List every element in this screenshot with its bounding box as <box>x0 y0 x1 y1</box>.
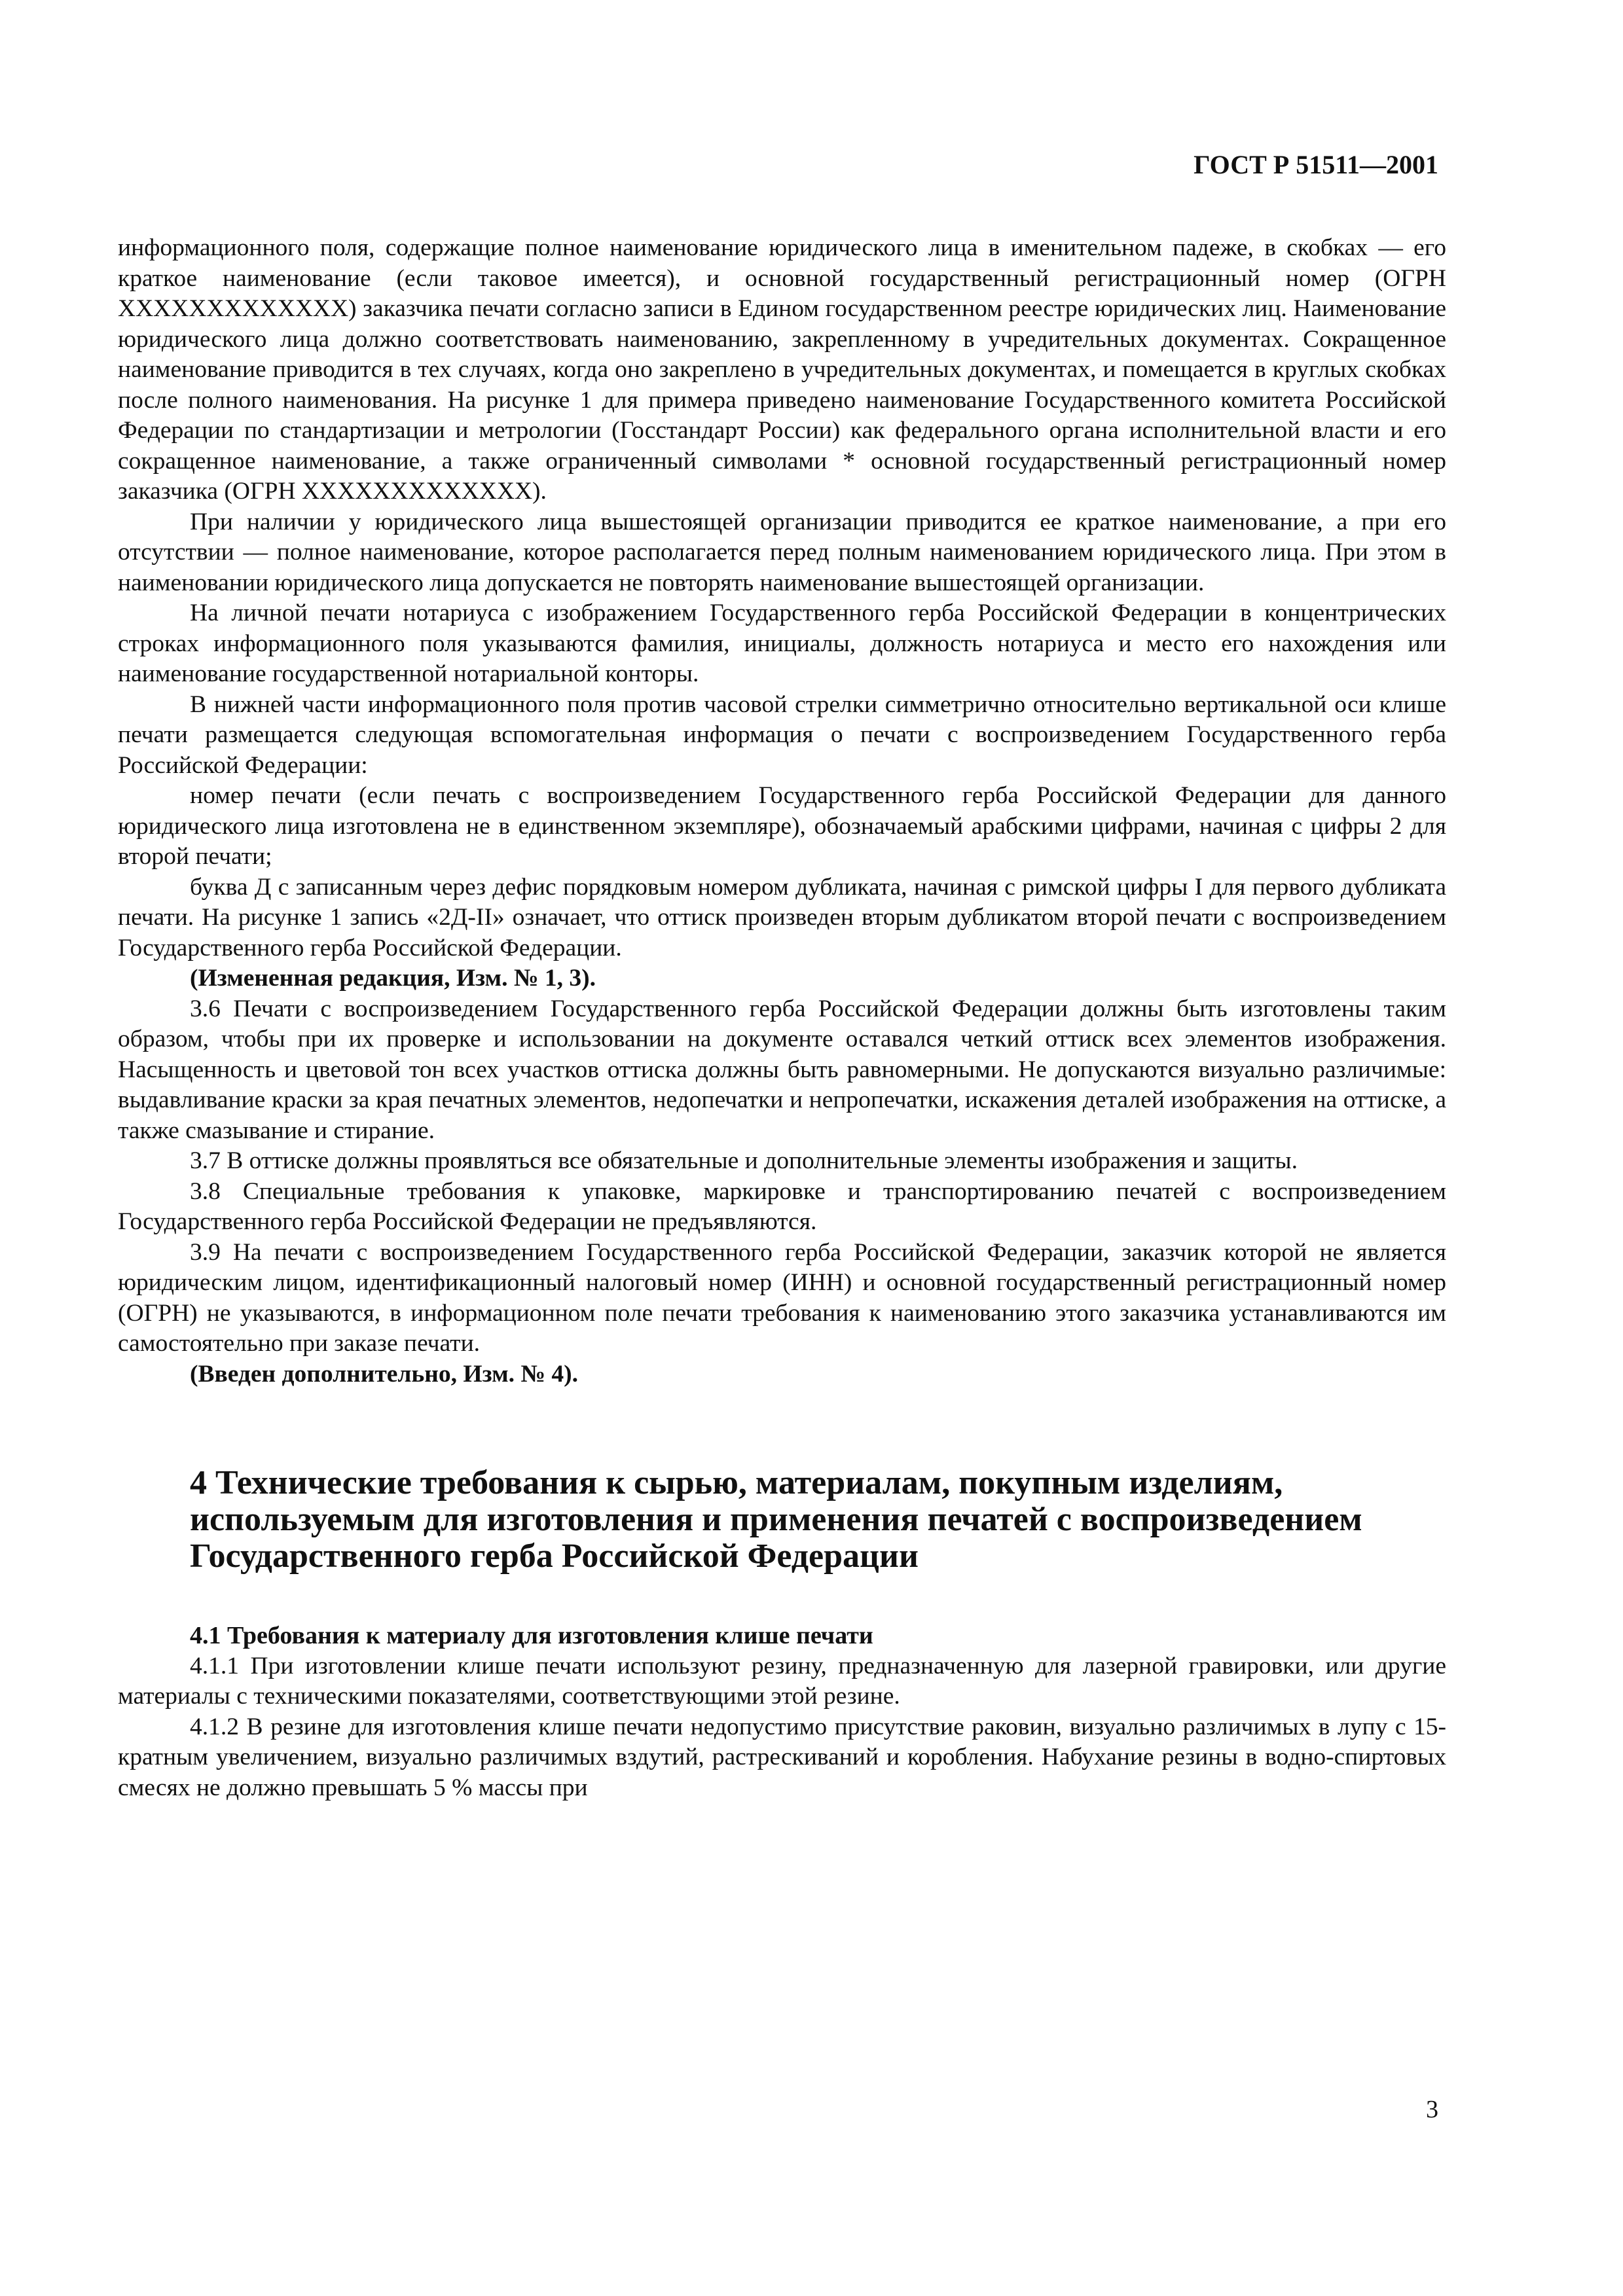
paragraph-parent-organization: При наличии у юридического лица вышестоящей организации приводится ее краткое наименование, а при его отсутствии — полное наименование, которое располагается перед полным наименованием юридического лица. При этом в наименовании юридического лица допускается не повторять наименование вышестоящей организации. <box>118 508 1446 596</box>
clause-3-7: 3.7 В оттиске должны проявляться все обязательные и дополнительные элементы изображения и защиты. <box>190 1147 1298 1174</box>
section-4-heading: 4 Технические требования к сырью, материалам, покупным изделиям, используемым для изготовления и применения печатей с воспроизведением Государственного герба Российской Федерации <box>190 1464 1362 1575</box>
amendment-note: (Измененная редакция, Изм. № 1, 3). <box>190 965 596 992</box>
addition-note: (Введен дополнительно, Изм. № 4). <box>190 1360 579 1388</box>
paragraph-seal-number: номер печати (если печать с воспроизведением Государственного герба Российской Федерации для данного юридического лица изготовлена не в единственном экземпляре), обозначаемый арабскими цифрами, начиная с цифры 2 для второй печати; <box>118 782 1446 870</box>
clause-4-1-1: 4.1.1 При изготовлении клише печати используют резину, предназначенную для лазерной гравировки, или другие материалы с техническими показателями, соответствующими этой резине. <box>118 1652 1446 1710</box>
paragraph-continuation: информационного поля, содержащие полное наименование юридического лица в именительном падеже, в скобках — его краткое наименование (если таковое имеется), и основной государственный регистрационный номер (ОГРН XXXXXXXXXXXXX) заказчика печати согласно записи в Едином государственном реестре юридических лиц. Наименование юридического лица должно соответствовать наименованию, закрепленному в учредительных документах. Сокращенное наименование приводится в тех случаях, когда оно закреплено в учредительных документах, и помещается в круглых скобках после полного наименования. На рисунке 1 для примера приведено наименование Государственного комитета Российской Федерации по стандартизации и метрологии (Госстандарт России) как федерального органа исполнительной власти и его сокращенное наименование, а также ограниченный символами * основной государственный регистрационный номер заказчика (ОГРН XXXXXXXXXXXXX). <box>118 234 1446 505</box>
document-code: ГОСТ Р 51511—2001 <box>1194 150 1438 179</box>
clause-3-8: 3.8 Специальные требования к упаковке, маркировке и транспортированию печатей с воспроизведением Государственного герба Российской Федерации не предъявляются. <box>118 1177 1446 1235</box>
clause-4-1-2: 4.1.2 В резине для изготовления клише печати недопустимо присутствие раковин, визуально различимых в лупу с 15-кратным увеличением, визуально различимых вздутий, растрескиваний и коробления. Набухание резины в водно-спиртовых смесях не должно превышать 5 % массы при <box>118 1713 1446 1801</box>
paragraph-notary-seal: На личной печати нотариуса с изображением Государственного герба Российской Федерации в концентрических строках информационного поля указываются фамилия, инициалы, должность нотариуса и место его нахождения или наименование государственной нотариальной конторы. <box>118 600 1446 687</box>
subsection-4-1-heading: 4.1 Требования к материалу для изготовления клише печати <box>190 1622 873 1649</box>
paragraph-duplicate-letter: буква Д с записанным через дефис порядковым номером дубликата, начиная с римской цифры I для первого дубликата печати. На рисунке 1 запись «2Д-II» означает, что оттиск произведен вторым дубликатом второй печати с воспроизведением Государственного герба Российской Федерации. <box>118 873 1446 961</box>
paragraph-auxiliary-info: В нижней части информационного поля против часовой стрелки симметрично относительно вертикальной оси клише печати размещается следующая вспомогательная информация о печати с воспроизведением Государственного герба Российской Федерации: <box>118 691 1446 779</box>
clause-3-6: 3.6 Печати с воспроизведением Государственного герба Российской Федерации должны быть изготовлены таким образом, чтобы при их проверке и использовании на документе оставался четкий оттиск всех элементов изображения. Насыщенность и цветовой тон всех участков оттиска должны быть равномерными. Не допускаются визуально различимые: выдавливание краски за края печатных элементов, недопечатки и непропечатки, искажения деталей изображения на оттиске, а также смазывание и стирание. <box>118 995 1446 1144</box>
clause-3-9: 3.9 На печати с воспроизведением Государственного герба Российской Федерации, заказчик которой не является юридическим лицом, идентификационный налоговый номер (ИНН) и основной государственный регистрационный номер (ОГРН) не указываются, в информационном поле печати требования к наименованию этого заказчика устанавливаются им самостоятельно при заказе печати. <box>118 1238 1446 1357</box>
document-body <box>118 233 1446 1803</box>
page-number: 3 <box>1426 2096 1438 2123</box>
